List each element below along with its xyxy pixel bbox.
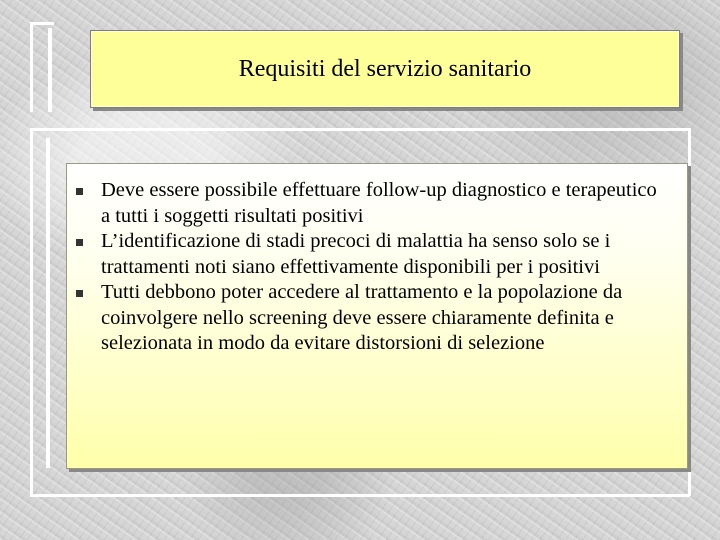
square-bullet-icon bbox=[76, 188, 83, 195]
decorative-line bbox=[30, 128, 33, 496]
slide-body-box bbox=[66, 163, 688, 469]
decorative-line bbox=[46, 138, 50, 468]
bullet-text: L’identificazione di stadi precoci di malattia ha senso solo se i trattamenti noti siano effettivamente disponibili per i positivi bbox=[101, 230, 611, 278]
slide-title-box bbox=[90, 30, 680, 108]
slide-title: Requisiti del servizio sanitario bbox=[238, 55, 532, 82]
bullet-list bbox=[67, 164, 687, 357]
decorative-line bbox=[30, 494, 690, 497]
square-bullet-icon bbox=[76, 239, 83, 246]
decorative-line bbox=[30, 22, 54, 25]
bullet-item bbox=[67, 229, 667, 280]
decorative-line bbox=[30, 128, 690, 131]
bullet-item bbox=[67, 178, 667, 229]
decorative-line bbox=[688, 128, 691, 496]
bullet-text: Deve essere possibile effettuare follow-up diagnostico e terapeutico a tutti i soggetti risultati positivi bbox=[101, 179, 657, 227]
decorative-line bbox=[48, 28, 52, 112]
bullet-item bbox=[67, 280, 667, 357]
bullet-text: Tutti debbono poter accedere al trattamento e la popolazione da coinvolgere nello screening deve essere chiaramente definita e selezionata in modo da evitare distorsioni di selezione bbox=[101, 281, 623, 354]
square-bullet-icon bbox=[76, 290, 83, 297]
decorative-line bbox=[30, 22, 33, 112]
